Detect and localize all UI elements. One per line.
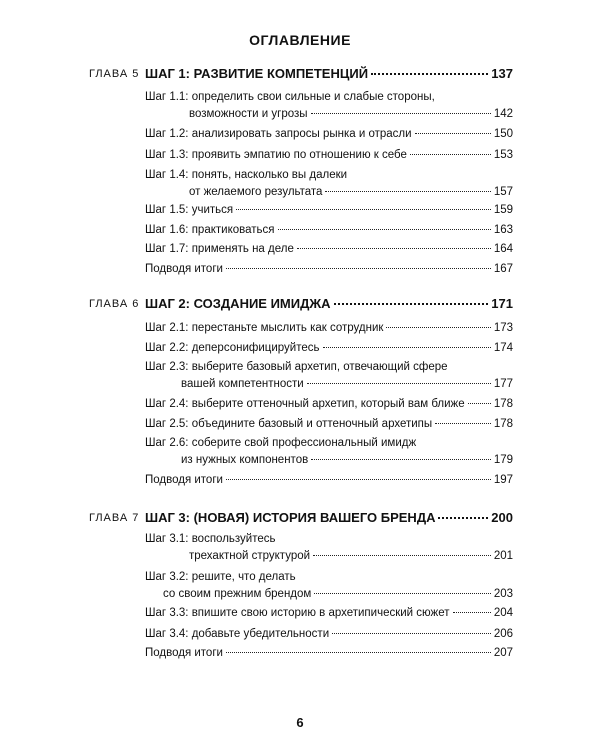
toc-entry[interactable] [145, 416, 513, 433]
toc-entry[interactable] [145, 202, 513, 219]
toc-entry-page: 153 [493, 149, 513, 161]
toc-entry-title: Шаг 2.5: объедините базовый и оттеночный архетипы [145, 418, 433, 430]
dot-leader [334, 303, 489, 305]
toc-entry-title-cont: возможности и угрозы [189, 108, 308, 120]
toc-entry-title: Подводя итоги [145, 647, 223, 659]
toc-entry-title: Шаг 3.4: добавьте убедительности [145, 628, 330, 640]
chapter-heading-title: ШАГ 3: (НОВАЯ) ИСТОРИЯ ВАШЕГО БРЕНДА [145, 510, 436, 525]
toc-entry[interactable] [145, 626, 513, 643]
dot-leader [325, 191, 490, 192]
toc-entry-page: 201 [493, 550, 513, 562]
toc-entry-page: 164 [493, 243, 513, 255]
toc-entry-title-cont: от желаемого результата [189, 186, 323, 198]
toc-entry-page: 163 [493, 224, 513, 236]
toc-entry-title: Шаг 1.5: учиться [145, 204, 234, 216]
toc-entry-title: Шаг 3.2: решите, что делать [145, 571, 296, 583]
toc-entry-title: Шаг 2.2: деперсонифицируйтесь [145, 342, 320, 354]
toc-entry-title-cont: трехактной структурой [189, 550, 311, 562]
toc-entry[interactable] [145, 359, 513, 393]
toc-entry-page: 206 [493, 628, 513, 640]
toc-entry[interactable] [145, 472, 513, 489]
toc-entry[interactable] [145, 396, 513, 413]
toc-entry-title: Шаг 2.4: выберите оттеночный архетип, который вам ближе [145, 398, 465, 410]
dot-leader [226, 268, 491, 269]
chapter-heading-page: 200 [491, 510, 513, 525]
dot-leader [415, 133, 491, 134]
dot-leader [371, 73, 488, 75]
toc-entry-page: 167 [493, 263, 513, 275]
toc-entry-page: 174 [493, 342, 513, 354]
dot-leader [307, 383, 491, 384]
dot-leader [468, 403, 491, 404]
toc-entry[interactable] [145, 167, 513, 201]
toc-entry-title: Шаг 2.1: перестаньте мыслить как сотрудник [145, 322, 384, 334]
toc-entry-title: Подводя итоги [145, 263, 223, 275]
toc-entry-page: 207 [493, 647, 513, 659]
toc-entry[interactable] [145, 340, 513, 357]
chapter-label: ГЛАВА 7 [89, 512, 140, 524]
dot-leader [297, 248, 491, 249]
dot-leader [453, 612, 491, 613]
toc-entry[interactable] [145, 569, 513, 603]
toc-entry-page: 178 [493, 418, 513, 430]
toc-entry-title-cont: вашей компетентности [181, 378, 304, 390]
toc-entry[interactable] [145, 147, 513, 164]
toc-entry-page: 178 [493, 398, 513, 410]
chapter-heading-title: ШАГ 1: РАЗВИТИЕ КОМПЕТЕНЦИЙ [145, 66, 369, 81]
toc-entry-title: Шаг 2.3: выберите базовый архетип, отвечающий сфере [145, 361, 448, 373]
dot-leader [332, 633, 491, 634]
toc-entry[interactable] [145, 261, 513, 278]
dot-leader [236, 209, 491, 210]
toc-entry-page: 159 [493, 204, 513, 216]
toc-entry-title: Шаг 1.3: проявить эмпатию по отношению к себе [145, 149, 407, 161]
dot-leader [311, 459, 491, 460]
dot-leader [314, 593, 490, 594]
chapter-label: ГЛАВА 6 [89, 298, 140, 310]
toc-entry-title-cont: из нужных компонентов [181, 454, 309, 466]
chapter-heading[interactable] [145, 66, 513, 81]
toc-entry-page: 142 [493, 108, 513, 120]
toc-entry-title: Шаг 1.4: понять, насколько вы далеки [145, 169, 348, 181]
dot-leader [278, 229, 491, 230]
toc-entry-title-cont: со своим прежним брендом [163, 588, 312, 600]
toc-entry-page: 203 [493, 588, 513, 600]
toc-entry-page: 179 [493, 454, 513, 466]
toc-entry-title: Шаг 2.6: соберите свой профессиональный имидж [145, 437, 417, 449]
toc-entry-title: Подводя итоги [145, 474, 223, 486]
chapter-heading[interactable] [145, 296, 513, 311]
toc-entry-page: 157 [493, 186, 513, 198]
toc-entry[interactable] [145, 605, 513, 622]
toc-entry-title: Шаг 1.1: определить свои сильные и слабые стороны, [145, 91, 435, 103]
toc-entry[interactable] [145, 126, 513, 143]
toc-entry-page: 173 [493, 322, 513, 334]
chapter-label: ГЛАВА 5 [89, 68, 140, 80]
toc-entry-title: Шаг 1.6: практиковаться [145, 224, 275, 236]
toc-entry-title: Шаг 3.1: воспользуйтесь [145, 533, 276, 545]
chapter-heading-page: 137 [491, 66, 513, 81]
toc-entry[interactable] [145, 531, 513, 565]
toc-entry[interactable] [145, 89, 513, 123]
page-title: ОГЛАВЛЕНИЕ [249, 32, 351, 48]
toc-entry[interactable] [145, 241, 513, 258]
toc-entry-page: 150 [493, 128, 513, 140]
dot-leader [386, 327, 490, 328]
dot-leader [313, 555, 491, 556]
toc-entry[interactable] [145, 222, 513, 239]
dot-leader [435, 423, 491, 424]
dot-leader [311, 113, 491, 114]
toc-entry-title: Шаг 3.3: впишите свою историю в архетипический сюжет [145, 607, 450, 619]
dot-leader [410, 154, 491, 155]
chapter-heading-title: ШАГ 2: СОЗДАНИЕ ИМИДЖА [145, 296, 331, 311]
chapter-heading-page: 171 [491, 296, 513, 311]
chapter-heading[interactable] [145, 510, 513, 525]
toc-entry[interactable] [145, 435, 513, 469]
dot-leader [226, 652, 491, 653]
page-number: 6 [296, 715, 304, 730]
toc-entry[interactable] [145, 320, 513, 337]
dot-leader [438, 517, 488, 519]
toc-entry-page: 197 [493, 474, 513, 486]
dot-leader [323, 347, 491, 348]
toc-entry-title: Шаг 1.7: применять на деле [145, 243, 294, 255]
toc-entry-page: 204 [493, 607, 513, 619]
toc-entry-page: 177 [493, 378, 513, 390]
toc-entry[interactable] [145, 645, 513, 662]
toc-entry-title: Шаг 1.2: анализировать запросы рынка и отрасли [145, 128, 412, 140]
dot-leader [226, 479, 491, 480]
